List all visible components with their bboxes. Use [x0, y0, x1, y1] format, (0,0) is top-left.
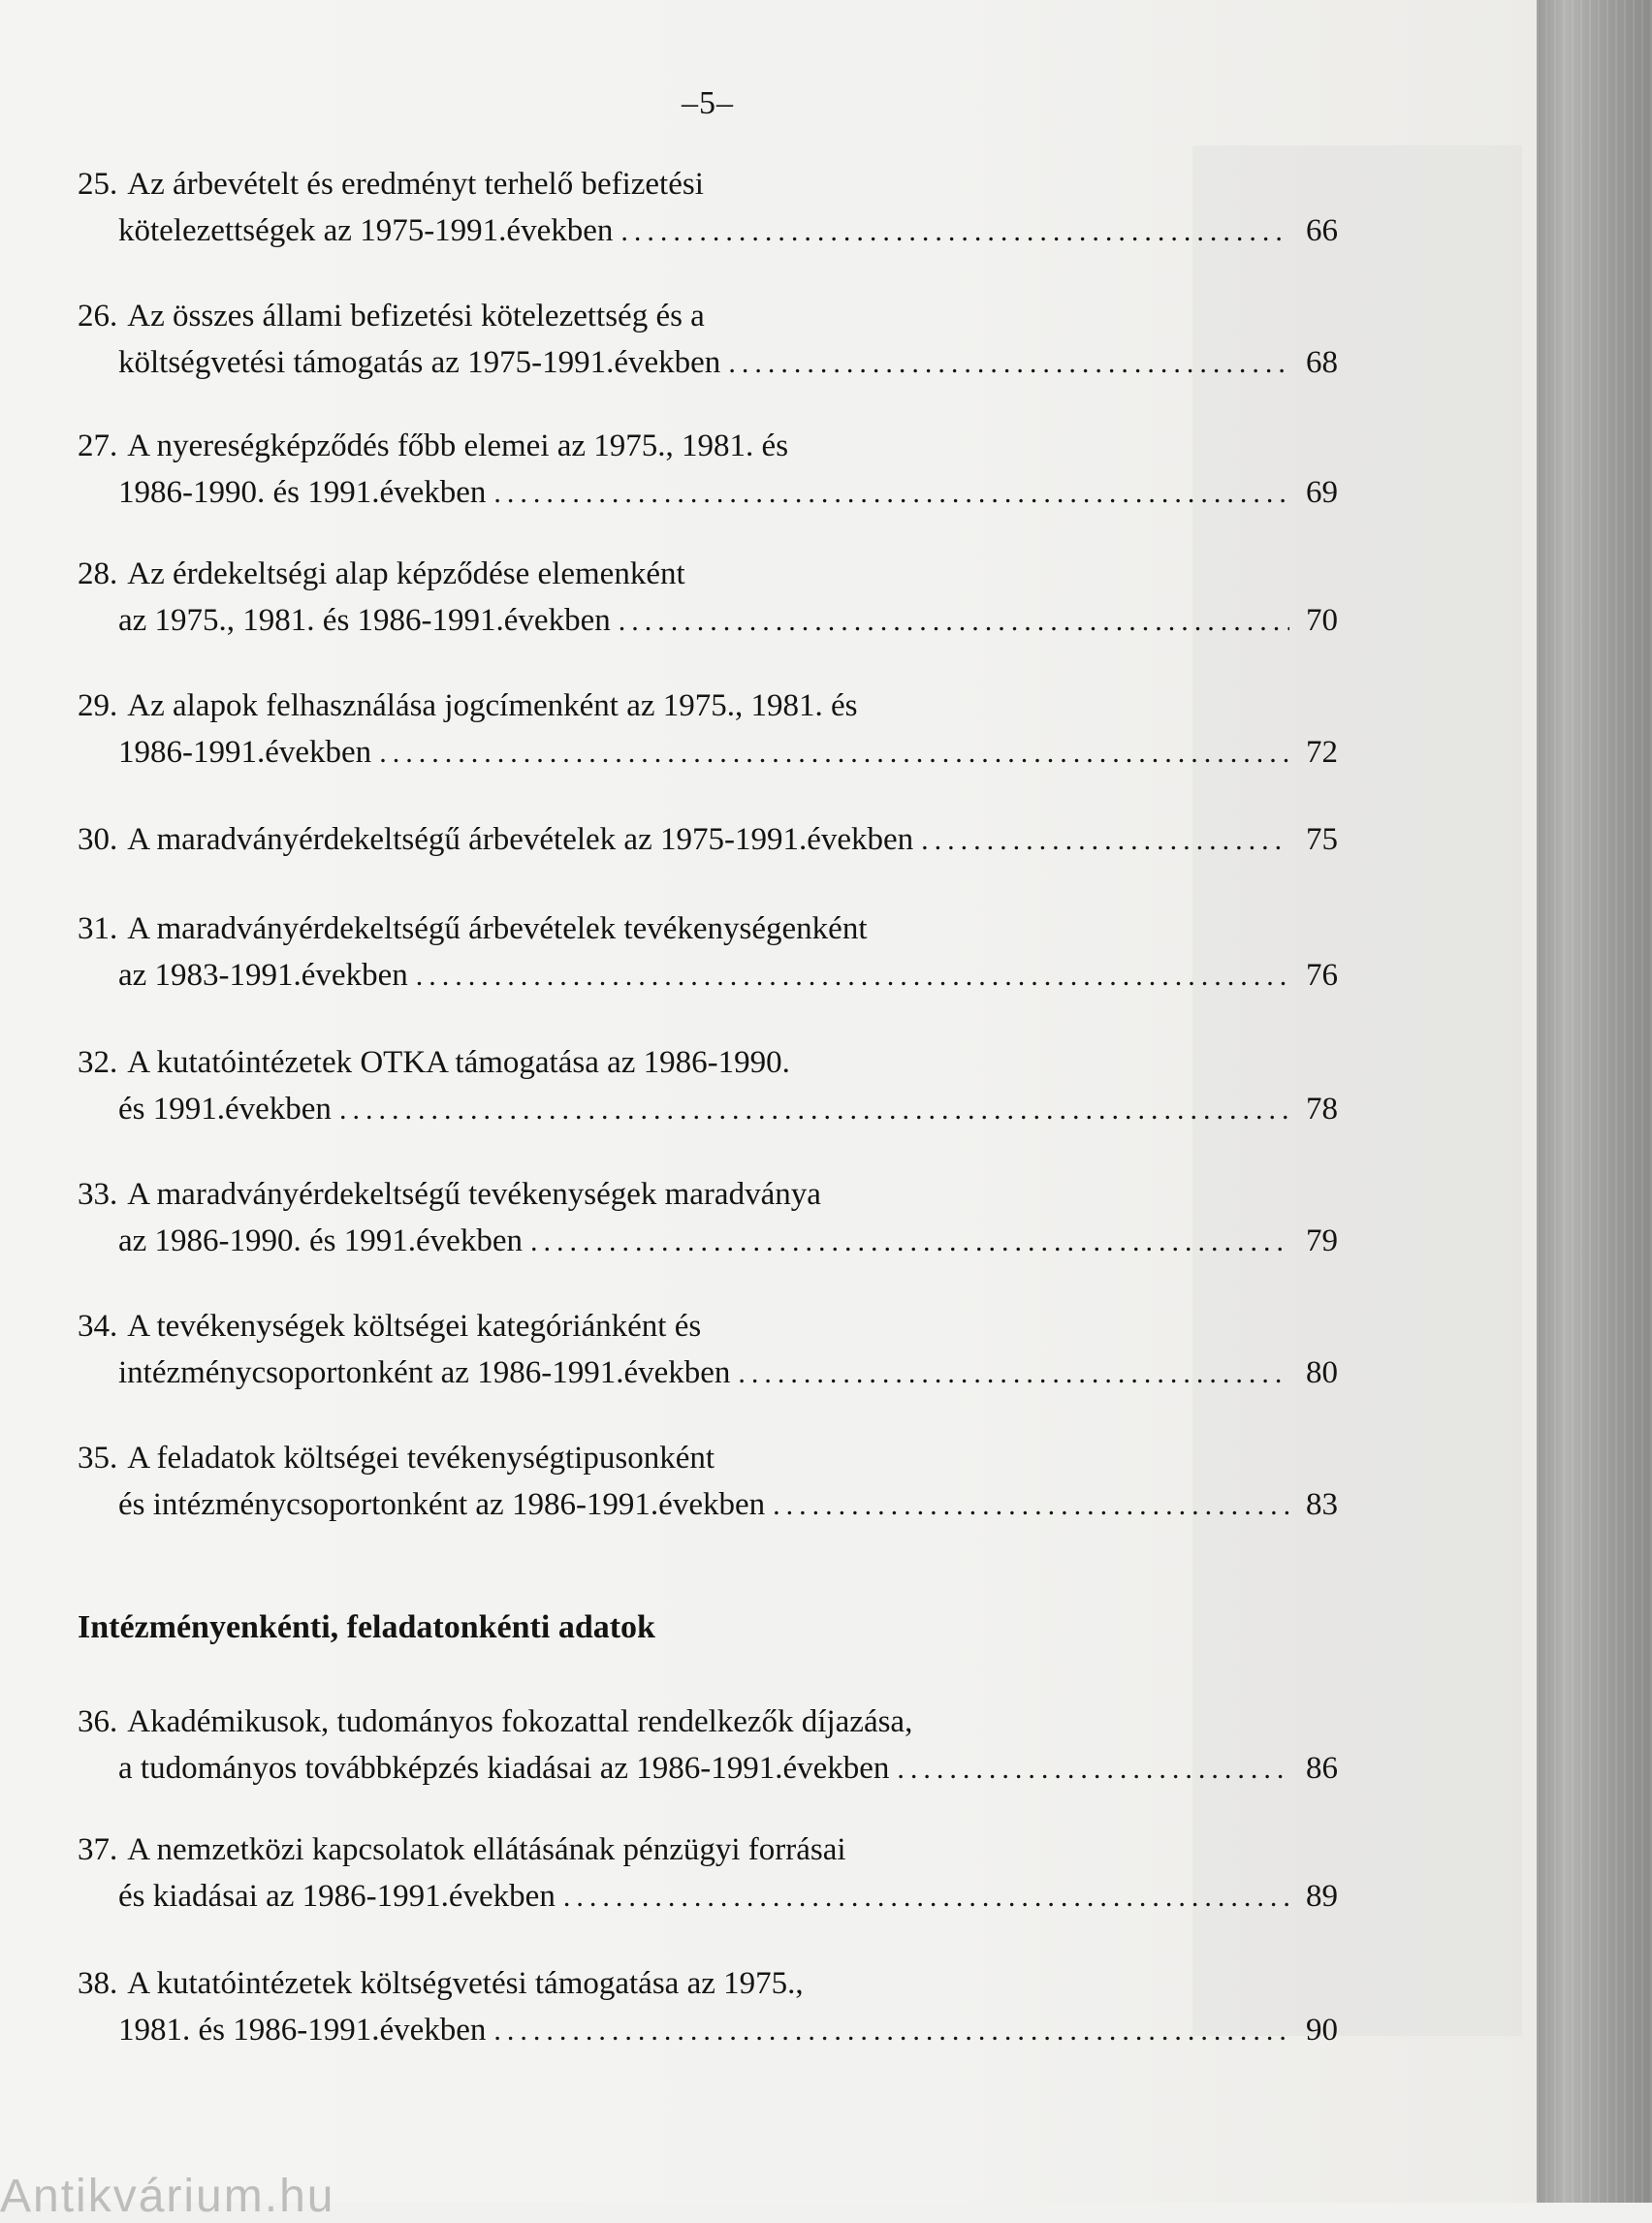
toc-entry-second-line	[78, 952, 1338, 1000]
toc-entry-37	[78, 1826, 1338, 1921]
toc-entry-first-line	[78, 161, 1338, 207]
toc-entry-first-line	[78, 1039, 1338, 1086]
toc-entry-second-line	[78, 339, 1338, 387]
toc-page-ref: 72	[1306, 735, 1338, 770]
toc-page-ref: 69	[1306, 475, 1338, 510]
toc-entry-title-continued: az 1983-1991.években	[118, 958, 408, 993]
toc-entry-second-line	[78, 2007, 1338, 2054]
dot-leader	[530, 1219, 1289, 1265]
toc-entry-number: 33.	[78, 1177, 118, 1212]
toc-entry-title: Az árbevételt és eredményt terhelő befizetési	[127, 167, 704, 202]
toc-entry-first-line	[78, 1960, 1338, 2007]
toc-entry-second-line	[78, 1873, 1338, 1921]
toc-entry-single-line	[78, 816, 1338, 864]
toc-entry-first-line	[78, 1826, 1338, 1873]
toc-entry-title-continued: a tudományos továbbképzés kiadásai az 1986-1991.években	[118, 1751, 890, 1786]
toc-entry-26	[78, 293, 1338, 387]
toc-entry-title: Az érdekeltségi alap képződése elemenként	[127, 556, 685, 591]
toc-entry-first-line	[78, 905, 1338, 952]
toc-page-ref: 90	[1306, 2013, 1338, 2048]
page-edge-stack	[1537, 0, 1652, 2203]
toc-entry-number: 29.	[78, 688, 118, 723]
toc-entry-title-continued: és 1991.években	[118, 1092, 332, 1127]
toc-page-ref: 78	[1306, 1092, 1338, 1127]
dot-leader	[619, 598, 1289, 645]
toc-entry-second-line	[78, 1350, 1338, 1397]
toc-entry-28	[78, 551, 1338, 645]
toc-entry-number: 25.	[78, 167, 118, 202]
dot-leader	[379, 730, 1289, 777]
toc-page-ref: 79	[1306, 1223, 1338, 1258]
toc-page-ref: 68	[1306, 345, 1338, 380]
toc-entry-title: A kutatóintézetek OTKA támogatása az 1986-1990.	[127, 1045, 790, 1080]
toc-entry-32	[78, 1039, 1338, 1133]
toc-entry-34	[78, 1303, 1338, 1397]
page-number: –5–	[682, 85, 734, 121]
toc-entry-title: A nyereségképződés főbb elemei az 1975., 1981. és	[127, 429, 789, 463]
toc-entry-number: 37.	[78, 1832, 118, 1867]
dot-leader	[620, 208, 1289, 255]
watermark-text: Antikvárium.hu	[0, 2171, 335, 2222]
toc-entry-title: Akadémikusok, tudományos fokozattal rendelkezők díjazása,	[127, 1704, 913, 1739]
toc-entry-33	[78, 1171, 1338, 1265]
dot-leader	[493, 2008, 1289, 2054]
toc-entry-title-continued: és intézménycsoportonként az 1986-1991.években	[118, 1487, 766, 1522]
toc-entry-number: 34.	[78, 1309, 118, 1344]
toc-page-ref: 86	[1306, 1751, 1338, 1786]
toc-entry-second-line	[78, 1218, 1338, 1265]
toc-entry-number: 32.	[78, 1045, 118, 1080]
dot-leader	[339, 1087, 1289, 1133]
toc-entry-title: Az alapok felhasználása jogcímenként az 1975., 1981. és	[127, 688, 858, 723]
toc-entry-first-line	[78, 1435, 1338, 1481]
dot-leader	[738, 1350, 1289, 1397]
toc-entry-second-line	[78, 1481, 1338, 1529]
toc-entry-title: A kutatóintézetek költségvetési támogatása az 1975.,	[127, 1966, 804, 2001]
toc-entry-first-line	[78, 1303, 1338, 1350]
toc-entry-30	[78, 816, 1338, 864]
toc-entry-35	[78, 1435, 1338, 1529]
toc-page-ref: 76	[1306, 958, 1338, 993]
toc-entry-second-line	[78, 469, 1338, 517]
toc-entry-number: 31.	[78, 911, 118, 946]
toc-entry-number: 26.	[78, 299, 118, 333]
toc-entry-second-line	[78, 597, 1338, 645]
toc-entry-first-line	[78, 1699, 1338, 1745]
dot-leader	[897, 1746, 1289, 1793]
toc-entry-first-line	[78, 1171, 1338, 1218]
toc-entry-title-continued: intézménycsoportonként az 1986-1991.években	[118, 1355, 731, 1390]
toc-entry-38	[78, 1960, 1338, 2054]
toc-page-ref: 70	[1306, 603, 1338, 638]
toc-entry-25	[78, 161, 1338, 255]
toc-entry-title-continued: 1986-1990. és 1991.években	[118, 475, 487, 510]
toc-entry-first-line	[78, 683, 1338, 729]
dot-leader	[416, 953, 1289, 1000]
toc-page-ref: 66	[1306, 213, 1338, 248]
toc-entry-second-line	[78, 1086, 1338, 1133]
section-heading: Intézményenkénti, feladatonkénti adatok	[78, 1609, 655, 1645]
toc-entry-title: A maradványérdekeltségű árbevételek az 1975-1991.években	[127, 822, 914, 857]
toc-entry-31	[78, 905, 1338, 1000]
toc-entry-title: Az összes állami befizetési kötelezettség és a	[127, 299, 705, 333]
toc-entry-number: 36.	[78, 1704, 118, 1739]
dot-leader	[921, 817, 1289, 864]
toc-entry-title: A maradványérdekeltségű tevékenységek maradványa	[127, 1177, 821, 1212]
toc-entry-29	[78, 683, 1338, 777]
toc-page-ref: 83	[1306, 1487, 1338, 1522]
toc-entry-title: A maradványérdekeltségű árbevételek tevékenységenként	[127, 911, 868, 946]
toc-entry-number: 28.	[78, 556, 118, 591]
toc-entry-title-continued: kötelezettségek az 1975-1991.években	[118, 213, 614, 248]
toc-entry-title-continued: az 1975., 1981. és 1986-1991.években	[118, 603, 611, 638]
dot-leader	[563, 1874, 1289, 1921]
toc-entry-number: 30.	[78, 822, 118, 857]
toc-entry-second-line	[78, 729, 1338, 777]
toc-entry-title-continued: 1986-1991.években	[118, 735, 372, 770]
toc-page-ref: 80	[1306, 1355, 1338, 1390]
toc-page-ref: 89	[1306, 1879, 1338, 1914]
toc-entry-first-line	[78, 551, 1338, 597]
dot-leader	[728, 340, 1289, 387]
toc-entry-title: A tevékenységek költségei kategóriánként és	[127, 1309, 702, 1344]
toc-entry-second-line	[78, 1745, 1338, 1793]
toc-entry-36	[78, 1699, 1338, 1793]
toc-entry-title: A feladatok költségei tevékenységtipusonként	[127, 1441, 715, 1476]
toc-entry-title-continued: és kiadásai az 1986-1991.években	[118, 1879, 556, 1914]
toc-entry-number: 27.	[78, 429, 118, 463]
toc-entry-27	[78, 423, 1338, 517]
dot-leader	[773, 1482, 1289, 1529]
toc-entry-number: 38.	[78, 1966, 118, 2001]
toc-entry-title-continued: az 1986-1990. és 1991.években	[118, 1223, 523, 1258]
toc-entry-first-line	[78, 293, 1338, 339]
toc-entry-title-continued: költségvetési támogatás az 1975-1991.években	[118, 345, 721, 380]
toc-entry-title: A nemzetközi kapcsolatok ellátásának pénzügyi forrásai	[127, 1832, 846, 1867]
toc-page-ref: 75	[1306, 822, 1338, 857]
toc-entry-first-line	[78, 423, 1338, 469]
toc-entry-title-continued: 1981. és 1986-1991.években	[118, 2013, 487, 2048]
toc-entry-second-line	[78, 207, 1338, 255]
toc-entry-number: 35.	[78, 1441, 118, 1476]
dot-leader	[493, 470, 1289, 517]
